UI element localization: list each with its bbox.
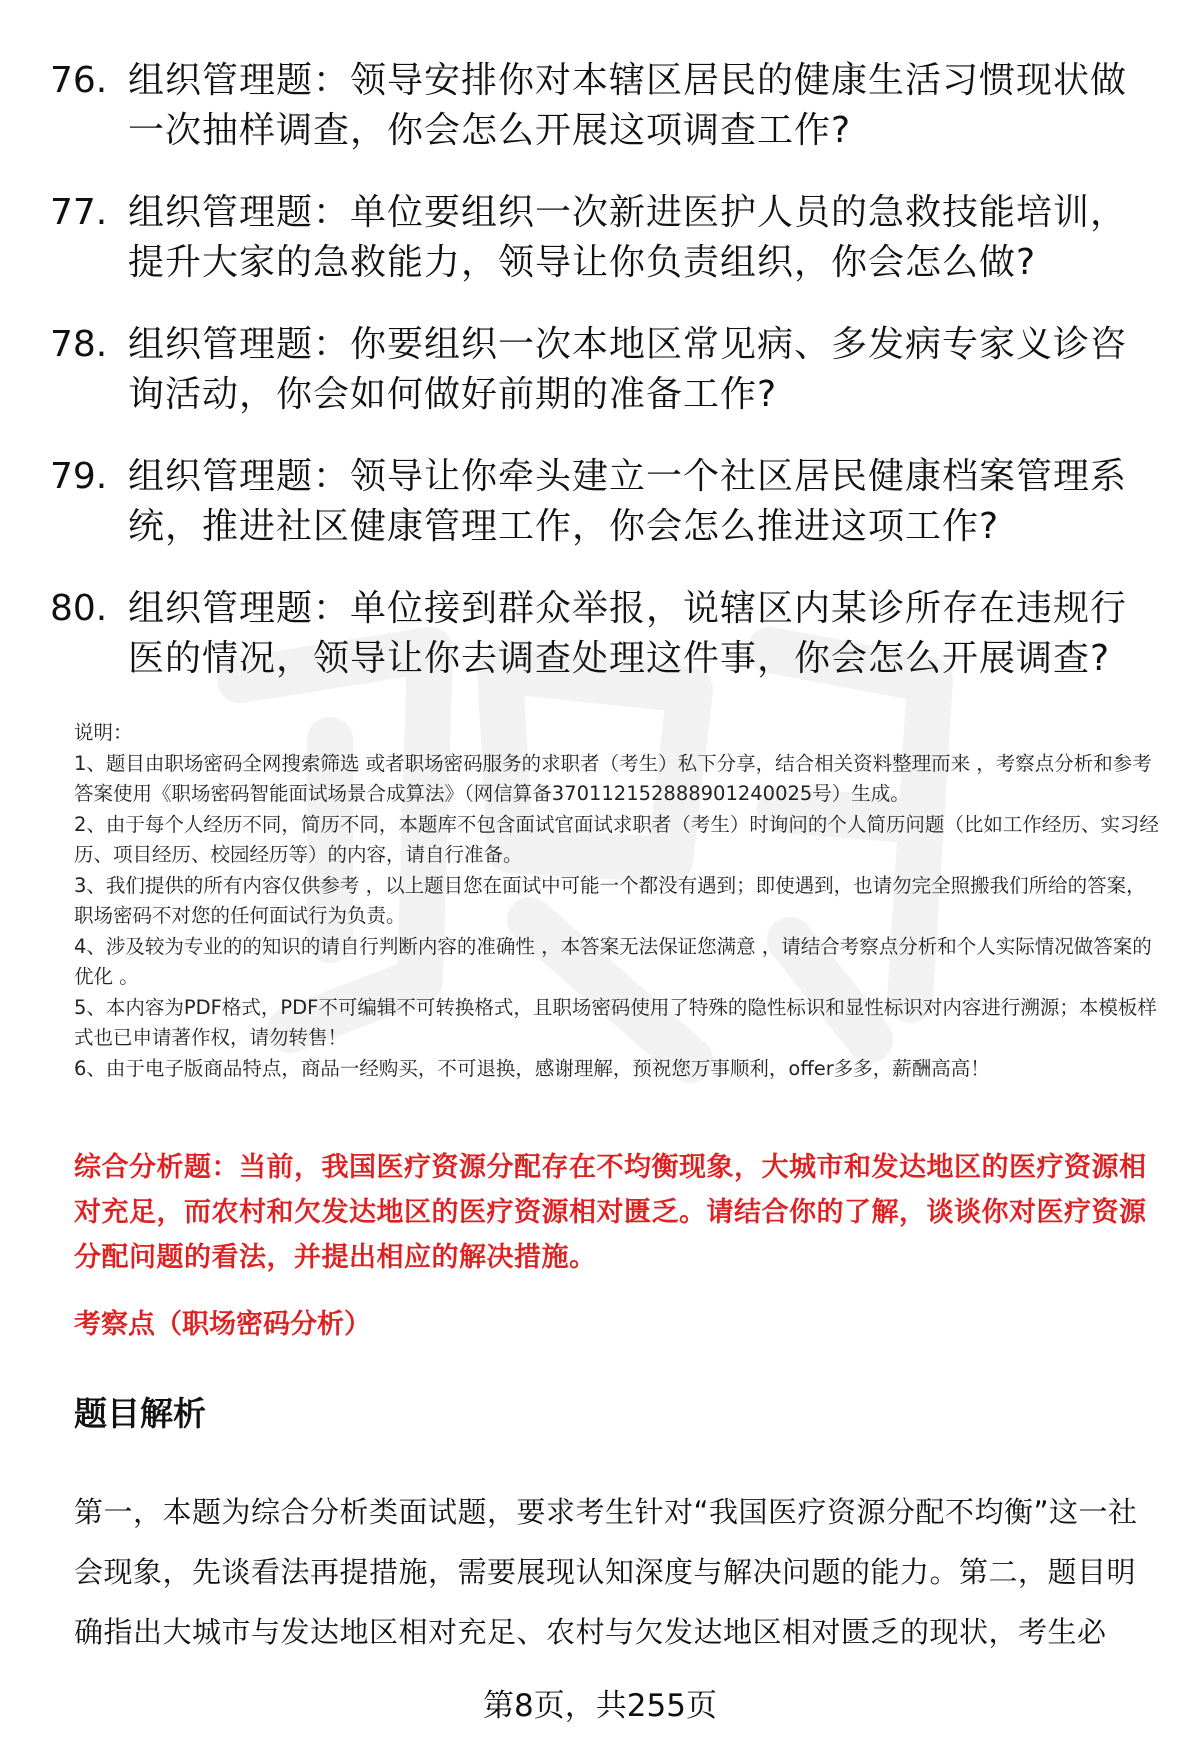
question-text: 组织管理题：单位要组织一次新进医护人员的急救技能培训，提升大家的急救能力，领导让你负责组织，你会怎么做?: [128, 192, 1128, 283]
question-item: [50, 56, 1150, 156]
notes-title: 说明：: [74, 721, 133, 744]
note-item: 2、由于每个人经历不同，简历不同，本题库不包含面试官面试求职者（考生）时询问的个人简历问题（比如工作经历、实习经历、项目经历、校园经历等）的内容，请自行准备。: [74, 812, 1159, 866]
question-number: 79.: [50, 456, 108, 497]
note-item: 5、本内容为PDF格式，PDF不可编辑不可转换格式，且职场密码使用了特殊的隐性标识和显性标识对内容进行溯源；本模板样式也已申请著作权，请勿转售！: [74, 995, 1157, 1049]
question-number: 78.: [50, 324, 108, 365]
question-item: [50, 584, 1150, 684]
question-item: [50, 452, 1150, 552]
question-item: [50, 188, 1150, 288]
question-number: 76.: [50, 60, 108, 101]
note-item: 6、由于电子版商品特点，商品一经购买，不可退换，感谢理解，预祝您万事顺利，offer多多，薪酬高高！: [74, 1056, 990, 1080]
question-text: 组织管理题：单位接到群众举报，说辖区内某诊所存在违规行医的情况，领导让你去调查处理这件事，你会怎么开展调查?: [128, 588, 1128, 679]
note-item: 1、题目由职场密码全网搜索筛选 或者职场密码服务的求职者（考生）私下分享，结合相关资料整理而来 ，考察点分析和参考答案使用《职场密码智能面试场景合成算法》（网信算备370112152888901240025号）生成。: [74, 751, 1152, 805]
section-title: 题目解析: [74, 1394, 206, 1433]
question-number: 77.: [50, 192, 108, 233]
question-number: 80.: [50, 588, 108, 629]
page-footer: 第8页，共255页: [483, 1688, 717, 1724]
note-item: 3、我们提供的所有内容仅供参考 ，以上题目您在面试中可能一个都没有遇到；即使遇到，也请勿完全照搬我们所给的答案，职场密码不对您的任何面试行为负责。: [74, 873, 1146, 927]
notes-block: [74, 718, 1164, 1084]
question-text: 组织管理题：领导让你牵头建立一个社区居民健康档案管理系统，推进社区健康管理工作，你会怎么推进这项工作?: [128, 456, 1128, 547]
note-item: 4、涉及较为专业的的知识的请自行判断内容的准确性 ，本答案无法保证您满意 ，请结合考察点分析和个人实际情况做答案的优化 。: [74, 934, 1152, 988]
question-item: [50, 320, 1150, 420]
main-question: 综合分析题：当前，我国医疗资源分配存在不均衡现象，大城市和发达地区的医疗资源相对充足，而农村和欠发达地区的医疗资源相对匮乏。请结合你的了解，谈谈你对医疗资源分配问题的看法，并提出相应的解决措施。: [74, 1152, 1147, 1273]
analysis-paragraph: 第一，本题为综合分析类面试题，要求考生针对“我国医疗资源分配不均衡”这一社会现象，先谈看法再提措施，需要展现认知深度与解决问题的能力。第二，题目明确指出大城市与发达地区相对充足、农村与欠发达地区相对匮乏的现状，考生必: [74, 1495, 1138, 1649]
question-list: [50, 56, 1150, 716]
exam-point-label: 考察点（职场密码分析）: [74, 1309, 371, 1340]
question-text: 组织管理题：领导安排你对本辖区居民的健康生活习惯现状做一次抽样调查，你会怎么开展这项调查工作?: [128, 60, 1128, 151]
question-text: 组织管理题：你要组织一次本地区常见病、多发病专家义诊咨询活动，你会如何做好前期的准备工作?: [128, 324, 1128, 415]
